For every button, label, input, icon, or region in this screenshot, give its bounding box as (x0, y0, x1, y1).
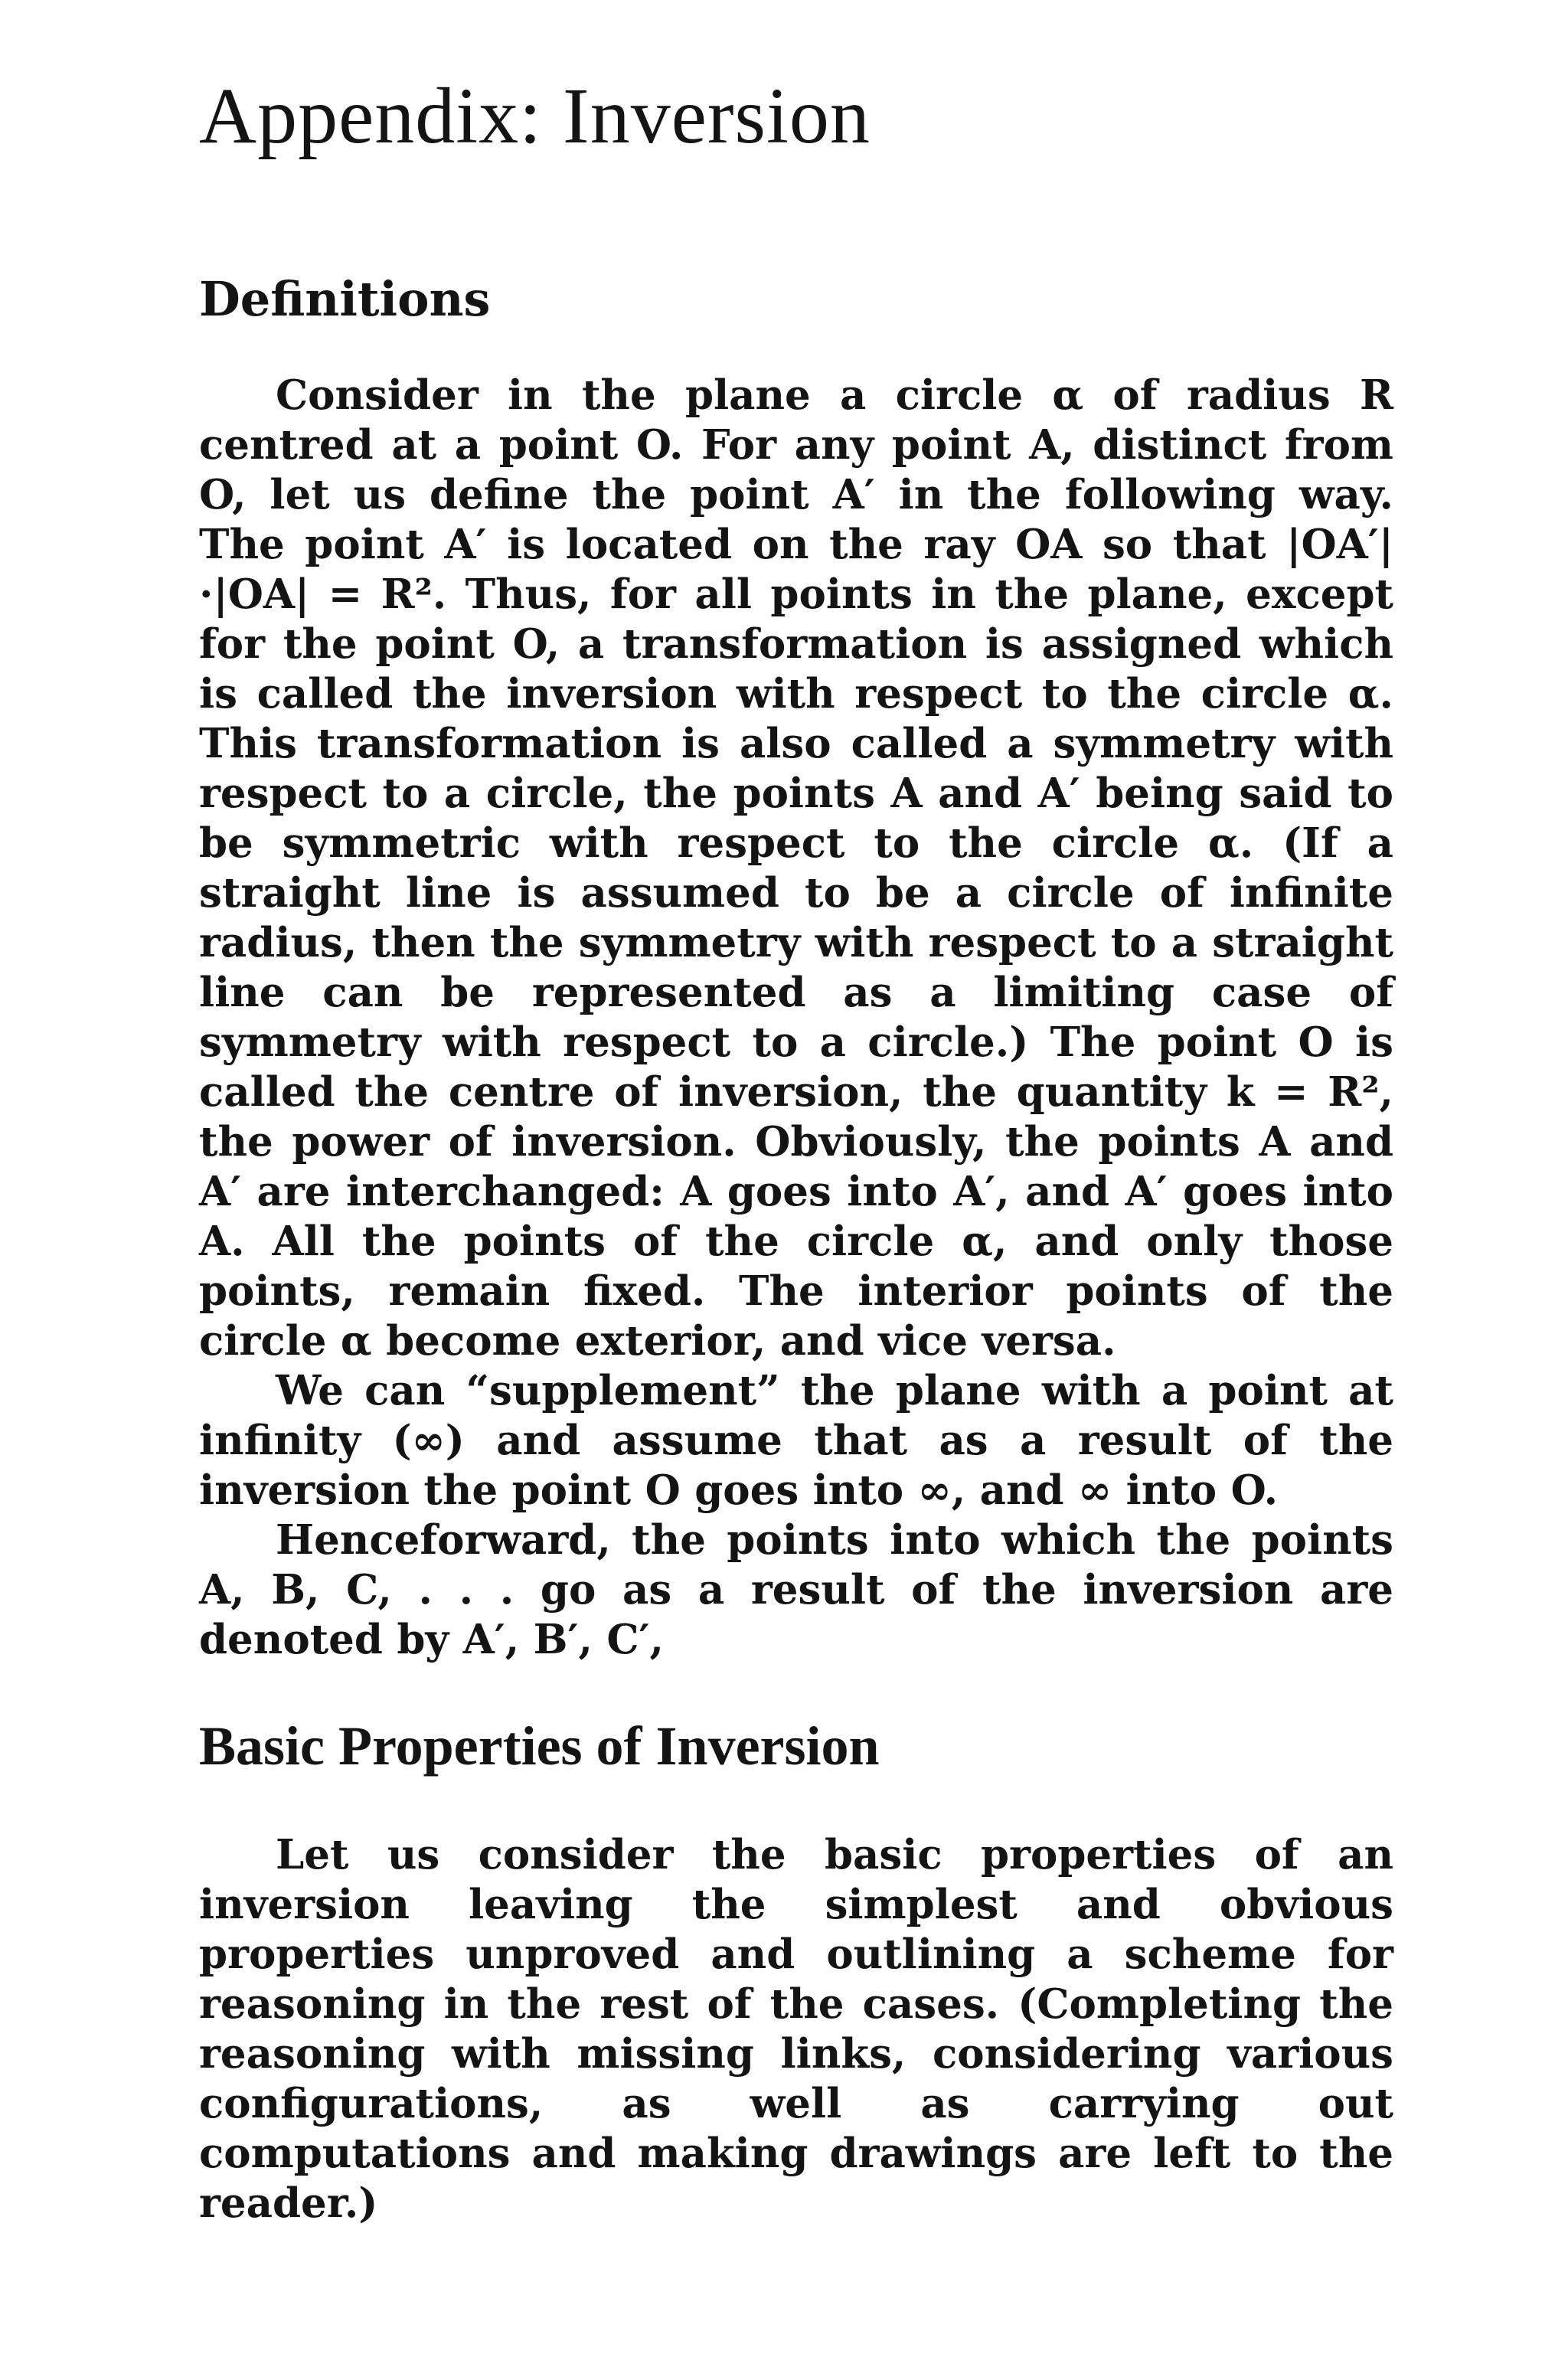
section-definitions (199, 271, 1393, 1665)
section-heading-definitions: Definitions (199, 271, 491, 327)
section-basic-properties (199, 1715, 1393, 2228)
paragraph-basic-properties: Let us consider the basic properties of an inversion leaving the simplest and obvious properties unproved and outlining a scheme for reasoning in the rest of the cases. (Completing the reasoning with missing links, considering various configurations, as well as carrying out computations and making drawings are left to the reader.) (199, 1831, 1393, 2227)
paragraph-notation: Henceforward, the points into which the points A, B, C, . . . go as a result of the inversion are denoted by A′, B′, C′, (199, 1516, 1393, 1663)
paragraph-definition: Consider in the plane a circle α of radius R centred at a point O. For any point A, distinct from O, let us define the point A′ in the following way. The point A′ is located on the ray OA so that |OA′|·|OA| = R². Thus, for all points in the plane, except for the point O, a transformation is assigned which is called the inversion with respect to the circle α. This transformation is also called a symmetry with respect to a circle, the points A and A′ being said to be symmetric with respect to the circle α. (If a straight line is assumed to be a circle of infinite radius, then the symmetry with respect to a straight line can be represented as a limiting case of symmetry with respect to a circle.) The point O is called the centre of inversion, the quantity k = R², the power of inversion. Obviously, the points A and A′ are interchanged: A goes into A′, and A′ goes into A. All the points of the circle α, and only those points, remain fixed. The interior points of the circle α become exterior, and vice versa. (199, 371, 1393, 1365)
document-page (199, 72, 1393, 2228)
section-heading-basic-properties: Basic Properties of Inversion (199, 1715, 880, 1777)
paragraph-supplement: We can “supplement” the plane with a point at infinity (∞) and assume that as a result of the inversion the point O goes into ∞, and ∞ into O. (199, 1367, 1393, 1514)
page-title: Appendix: Inversion (199, 72, 871, 160)
